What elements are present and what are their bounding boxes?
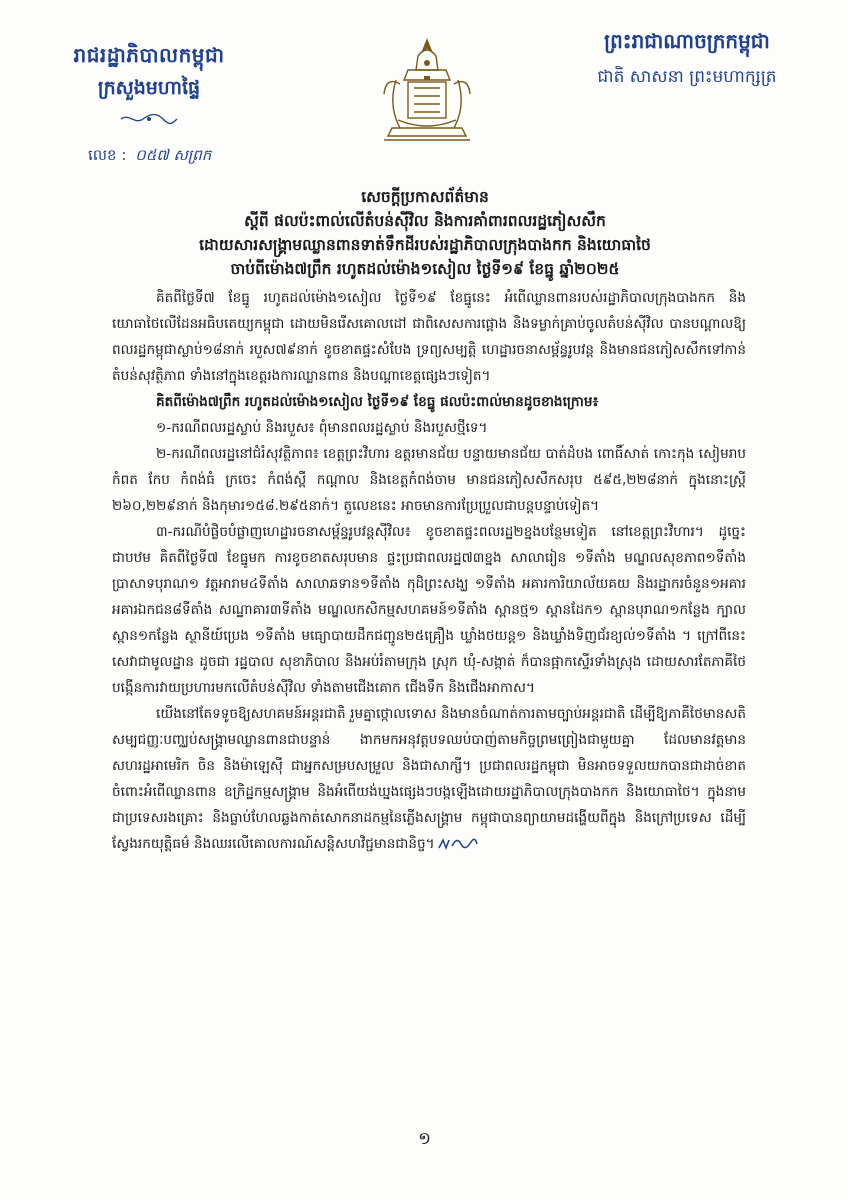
national-motto: ជាតិ សាសនា ព្រះមហាក្សត្រ <box>597 67 777 87</box>
title-line: ដោយសារសង្គ្រាមឈ្លានពានទាត់ទឹកដីរបស់រដ្ឋាភិបាលក្រុងបាងកក និងយោធាថៃ <box>199 236 651 254</box>
title-line: សេចក្តីប្រកាសព័ត៌មាន <box>361 188 489 206</box>
page-number: ១ <box>418 1129 431 1149</box>
document-number-value: ០៥៧ សព្រក <box>135 146 212 164</box>
document-number <box>88 146 211 168</box>
ministry-name: ក្រសួងមហាផ្ទៃ <box>97 77 201 99</box>
kingdom-block <box>562 28 812 91</box>
ornament-divider-icon <box>119 112 179 126</box>
body-paragraph: គិតពីថ្ងៃទី៧ ខែធ្នូ រហូតដល់ម៉ោង១សៀល ថ្ងៃទី១៩ ខែធ្នូនេះ អំពើឈ្លានពានរបស់រដ្ឋាភិបាលក្រុងបាងកក និងយោធាថៃលើដែនអធិបតេយ្យកម្ពុជា ដោយមិនរើសគោលដៅ ជាពិសេសការផ្តោង និងទម្លាក់គ្រាប់ចូលតំបន់ស៊ីវិល បានបណ្តាលឱ្យពលរដ្ឋកម្ពុជាស្លាប់១៨នាក់ របួស៧៩នាក់ ខូចខាតផ្ទះសំបែង ទ្រព្យសម្បត្តិ ហេដ្ឋារចនាសម្ព័ន្ធរូបវន្ត និងមានជនភៀសសឹកទៅកាន់តំបន់សុវត្ថិភាព ទាំងនៅក្នុងខេត្តរងការឈ្លានពាន និងបណ្តាខេត្តផ្សេងៗទៀត។ <box>112 290 746 384</box>
title-line: ចាប់ពីម៉ោង៧ព្រឹក រហូតដល់ម៉ោង១សៀល ថ្ងៃទី១៩ ខែធ្នូ ឆ្នាំ២០២៥ <box>230 260 620 278</box>
infrastructure-item: ៣-ករណីបំផ្លិចបំផ្លាញហេដ្ឋារចនាសម្ព័ន្ធរូបវន្តស៊ីវិល៖ ខូចខាតផ្ទះពលរដ្ឋ២ខ្នងបន្ថែមទៀត នៅខេត្តព្រះវិហារ។ ដូច្នេះ ជាបឋម គិតពីថ្ងៃទី៧ ខែធ្នូមក ការខូចខាតសរុបមាន ផ្ទះប្រជាពលរដ្ឋ៧៣ខ្នង សាលារៀន ១ទីតាំង មណ្ឌលសុខភាព១ទីតាំង ប្រាសាទបុរាណ១ វត្តអារាម៤ទីតាំង សាលាឆទាន១ទីតាំង កុដិព្រះសង្ឃ ១ទីតាំង អគារការិយាល័យគយ និងរដ្ឋាករចំនួន១អគារ អគារឯកជន៨ទីតាំង សណ្ឋាគារ៣ទីតាំង មណ្ឌលកសិកម្មសហគមន៍១ទីតាំង ស្ពានថ្ម១ ស្ពានដែក១ ស្ពានបុរាណ១កន្លែង ក្បាលស្ពាន១កន្លែង ស្ថានីយ៍ប្រេង ១ទីតាំង មធ្យោបាយដឹកជញ្ជូន២៥គ្រឿង ឃ្លាំងថយន្ត១ និងឃ្លាំងទិញជ័រខ្យល់១ទីតាំង ។ ក្រៅពីនេះ សេវាជាមូលដ្ឋាន ដូចជា រដ្ឋបាល សុខាភិបាល និងអប់រំតាមក្រុង ស្រុក ឃុំ-សង្កាត់ ក៏បានផ្អាកស្ទើរទាំងស្រុង ដោយសារតែភាគីថៃបង្កើនការវាយប្រហារមកលើតំបន់ស៊ីវិល ទាំងតាមជើងគោក ជើងទឹក និងជើងអាកាស។ <box>112 524 746 696</box>
document-body <box>112 285 746 857</box>
refugees-item: ២-ករណីពលរដ្ឋនៅជំរំសុវត្ថិភាព៖ ខេត្តព្រះវិហារ ឧត្តរមានជ័យ បន្ទាយមានជ័យ បាត់ដំបង ពោធិ៍សាត់ កោះកុង សៀមរាប កំពត កែប កំពង់ធំ ក្រចេះ កំពង់ស្ពឺ កណ្តាល និងខេត្តកំពង់ចាម មានជនភៀសសឹកសរុប ៥៩៥,២២៨នាក់ ក្នុងនោះស្ត្រី ២៦០,២២៩នាក់ និងកុមារ១៥៨.២៩៥នាក់។ តួលេខនេះ អាចមានការប្រែប្រួលជាបន្តបន្ទាប់ទៀត។ <box>112 446 746 514</box>
closing-text: យើងនៅតែទទូចឱ្យសហគមន៍អន្តរជាតិ រួមគ្នាថ្កោលទោស និងមានចំណាត់ការតាមច្បាប់អន្តរជាតិ ដើម្បីឱ្យភាគីថៃមានសតិសម្បជញ្ញៈបញ្ឈប់សង្គ្រាមឈ្លានពានជាបន្ទាន់ ងាកមកអនុវត្តបទឈប់បាញ់តាមកិច្ចព្រមព្រៀងជាមួយគ្នា ដែលមានវត្តមានសហរដ្ឋអាមេរិក ចិន និងម៉ាឡេស៊ី ជាអ្នកសម្របសម្រួល និងជាសាក្សី។ ប្រជាពលរដ្ឋកម្ពុជា មិនអាចទទួលយកបានជាដាច់ខាត ចំពោះអំពើឈ្លានពាន ឧក្រិដ្ឋកម្មសង្គ្រាម និងអំពើយង់ឃ្នងផ្សេងៗបង្កឡើងដោយរដ្ឋាភិបាលក្រុងបាងកក និងយោធាថៃ។ ក្នុងនាមជាប្រទេសរងគ្រោះ និងធ្លាប់ហែលឆ្លងកាត់សោកនាដកម្មនៃភ្លើងសង្គ្រាម កម្ពុជាបានព្យាយាមដង្ហើយពីក្នុង និងក្រៅប្រទេស ដើម្បីស្វែងរកយុត្តិធម៌ និងឈរលើគោលការណ៍សន្តិសហវិជ្ជមានជានិច្ច។ <box>112 706 746 852</box>
royal-emblem-icon <box>378 36 476 148</box>
government-name: រាជរដ្ឋាភិបាលកម្ពុជា <box>73 43 225 67</box>
document-title <box>110 185 740 281</box>
issuer-block <box>38 42 260 134</box>
signature-initials-icon <box>437 834 479 854</box>
kingdom-name: ព្រះរាជាណាចក្រកម្ពុជា <box>604 29 770 53</box>
casualties-item: ១-ករណីពលរដ្ឋស្លាប់ និងរបួស៖ ពុំមានពលរដ្ឋស្លាប់ និងរបួសថ្មីទេ។ <box>156 420 488 436</box>
closing-paragraph <box>112 701 746 857</box>
document-number-label: លេខ : <box>88 146 127 164</box>
title-line: ស្តីពី ផលប៉ះពាល់លើតំបន់ស៊ីវិល និងការគាំពារពលរដ្ឋភៀសសឹក <box>244 212 606 230</box>
summary-heading: គិតពីម៉ោង៧ព្រឹក រហូតដល់ម៉ោង១សៀល ថ្ងៃទី១៩ ខែធ្នូ ផលប៉ះពាល់មានដូចខាងក្រោម៖ <box>156 394 599 410</box>
